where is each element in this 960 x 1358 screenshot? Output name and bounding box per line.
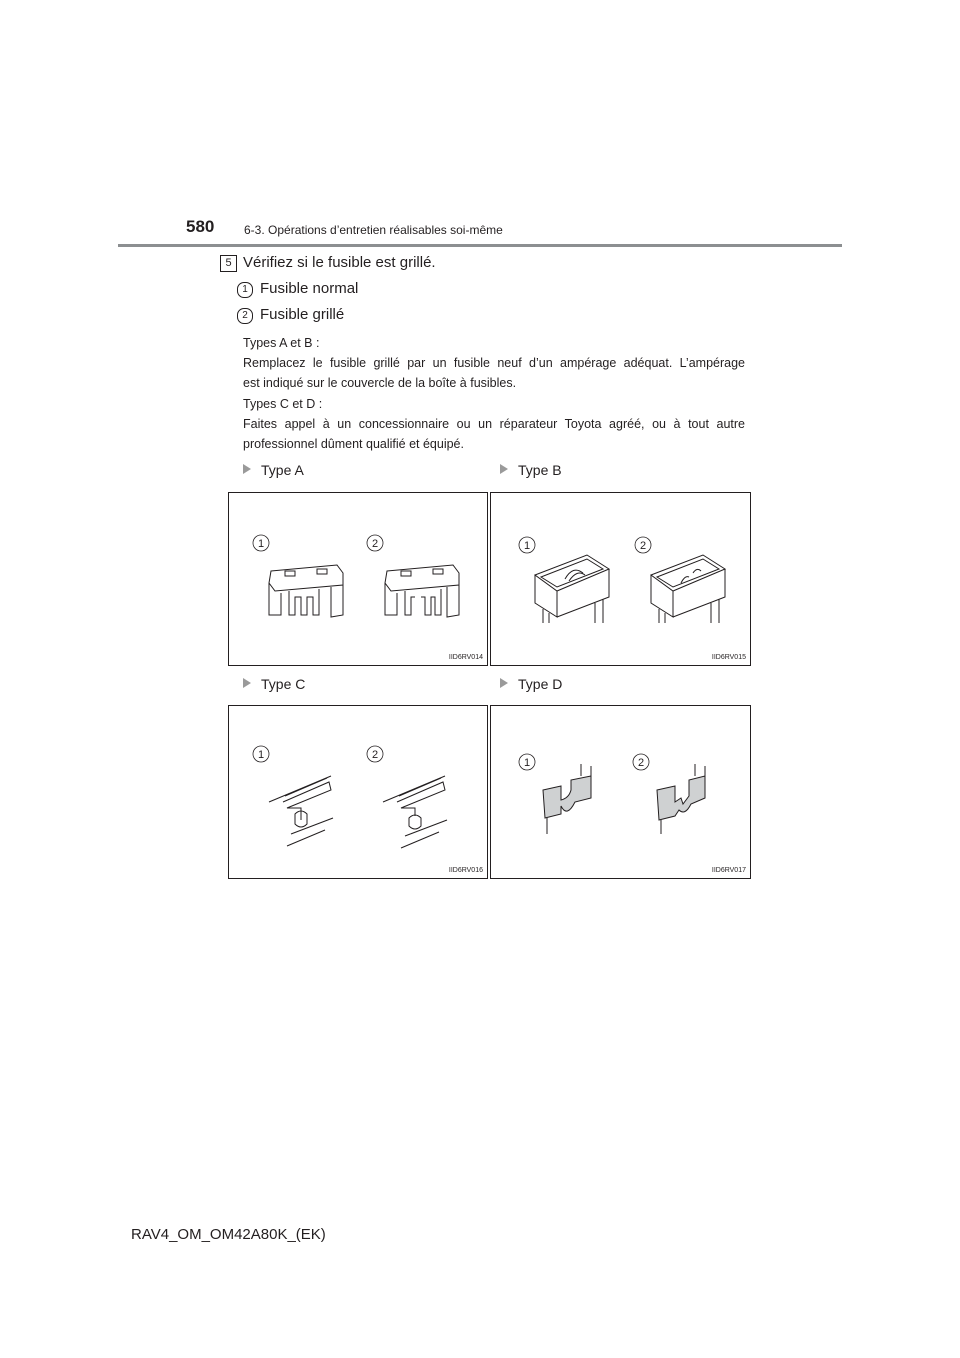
cartridge-fuse-illustration [491, 493, 750, 665]
note-types-a-b [243, 333, 745, 393]
figure-label-type-c: Type C [243, 676, 305, 692]
svg-text:1: 1 [523, 540, 531, 552]
triangle-bullet-icon [500, 464, 508, 474]
figure-code: IID6RV016 [448, 867, 483, 874]
note-line: est indiqué sur le couvercle de la boîte à fusibles. [243, 376, 517, 390]
note-line: Faites appel à un concessionnaire ou un réparateur Toyota agréé, ou à tout autre [243, 417, 745, 431]
figure-label-type-a: Type A [243, 462, 304, 478]
figure-label-type-d: Type D [500, 676, 562, 692]
note-heading: Types A et B : [243, 336, 320, 350]
svg-text:1: 1 [523, 757, 531, 769]
svg-text:1: 1 [257, 749, 265, 761]
note-types-c-d [243, 394, 745, 454]
figure-type-c [228, 705, 488, 879]
svg-text:2: 2 [639, 540, 647, 552]
svg-text:2: 2 [371, 538, 379, 550]
figure-code: IID6RV015 [711, 654, 746, 661]
figure-label-type-b: Type B [500, 462, 562, 478]
document-code: RAV4_OM_OM42A80K_(EK) [131, 1226, 326, 1243]
note-line: professionnel dûment qualifié et équipé. [243, 437, 464, 451]
section-title: 6-3. Opérations d’entretien réalisables soi-même [244, 223, 503, 237]
note-line: Remplacez le fusible grillé par un fusible neuf d’un ampérage adéquat. L’ampérage [243, 356, 745, 370]
svg-text:2: 2 [637, 757, 645, 769]
step-number-badge: 5 [220, 255, 237, 272]
blade-fuse-illustration [229, 493, 487, 665]
item-number-badge: 2 [237, 308, 253, 324]
triangle-bullet-icon [243, 464, 251, 474]
figure-type-a [228, 492, 488, 666]
page-number: 580 [186, 217, 215, 236]
item-number-badge: 1 [237, 282, 253, 298]
triangle-bullet-icon [243, 678, 251, 688]
figure-type-b [490, 492, 751, 666]
fuse-element-illustration [491, 706, 750, 878]
figure-code: IID6RV017 [711, 867, 746, 874]
triangle-bullet-icon [500, 678, 508, 688]
step-instruction: Vérifiez si le fusible est grillé. [243, 254, 436, 271]
header-rule [118, 244, 842, 247]
note-heading: Types C et D : [243, 397, 323, 411]
figure-code: IID6RV014 [448, 654, 483, 661]
item-blown-fuse: Fusible grillé [260, 306, 345, 323]
svg-text:1: 1 [257, 538, 265, 550]
item-normal-fuse: Fusible normal [260, 280, 359, 297]
fusible-link-illustration [229, 706, 487, 878]
svg-text:2: 2 [371, 749, 379, 761]
figure-type-d [490, 705, 751, 879]
